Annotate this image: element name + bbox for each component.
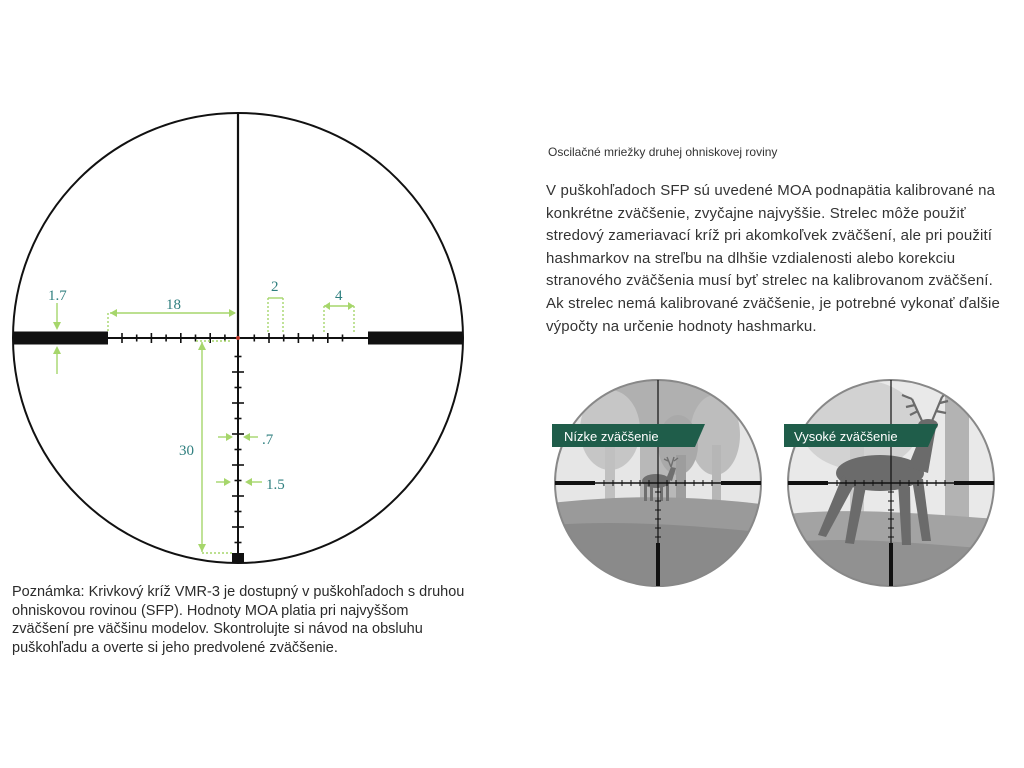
label-thick-bar-height: 1.7 [48,288,67,304]
label-center-to-bottom: 30 [179,443,194,459]
reticle-bottom-post [232,553,244,563]
dimension-center-to-bottom [196,341,232,553]
reticle-left-post [13,332,108,345]
scope-low-label: Nízke zväčšenie [564,429,659,444]
reticle-note: Poznámka: Krivkový kríž VMR-3 je dostupný v puškohľadoch s druhou ohniskovou rovinou (SFP). Hodnoty MOA platia pri najvyššom zväčšení pre väčšinu modelov. Skontrolujte si návod na obsluhu puškohľadu a overte si jeho predvolené zväčšenie. [12,584,465,656]
section-description: V puškohľadoch SFP sú uvedené MOA podnapätia kalibrované na konkrétne zväčšenie, zvyčajne najvyššie. Strelec môže použiť stredový zameriavací kríž pri akomkoľvek zväčšení, ale pri použití hashmarkov na streľbu na dlhšie vzdialenosti alebo korekciu stranového zväčšenia musí byť strelec na kalibrovanom zväčšení. Ak strelec nemá kalibrované zväčšenie, je potrebné vykonať ďalšie výpočty na určenie hodnoty hashmarku. [546,182,1000,335]
reticle-center-dot [236,336,240,340]
label-large-hash-spacing: 4 [335,288,343,304]
scope-low-magnification [550,375,770,590]
section-subtitle: Oscilačné mriežky druhej ohniskovej roviny [548,145,778,159]
label-large-hash-width: 1.5 [266,477,285,493]
scope-low-badge [552,424,705,447]
label-small-hash-spacing: 2 [271,279,279,295]
label-post-to-center: 18 [166,297,181,313]
label-small-hash-width: .7 [262,432,274,448]
scope-high-magnification [780,375,1005,590]
reticle-right-post [368,332,463,345]
reticle-diagram [0,0,480,580]
dimension-small-hash-spacing [268,298,283,334]
dimension-large-hash-spacing [324,302,354,334]
scope-high-label: Vysoké zväčšenie [794,429,898,444]
scope-comparison [550,375,1005,590]
scope-high-badge [784,424,938,447]
